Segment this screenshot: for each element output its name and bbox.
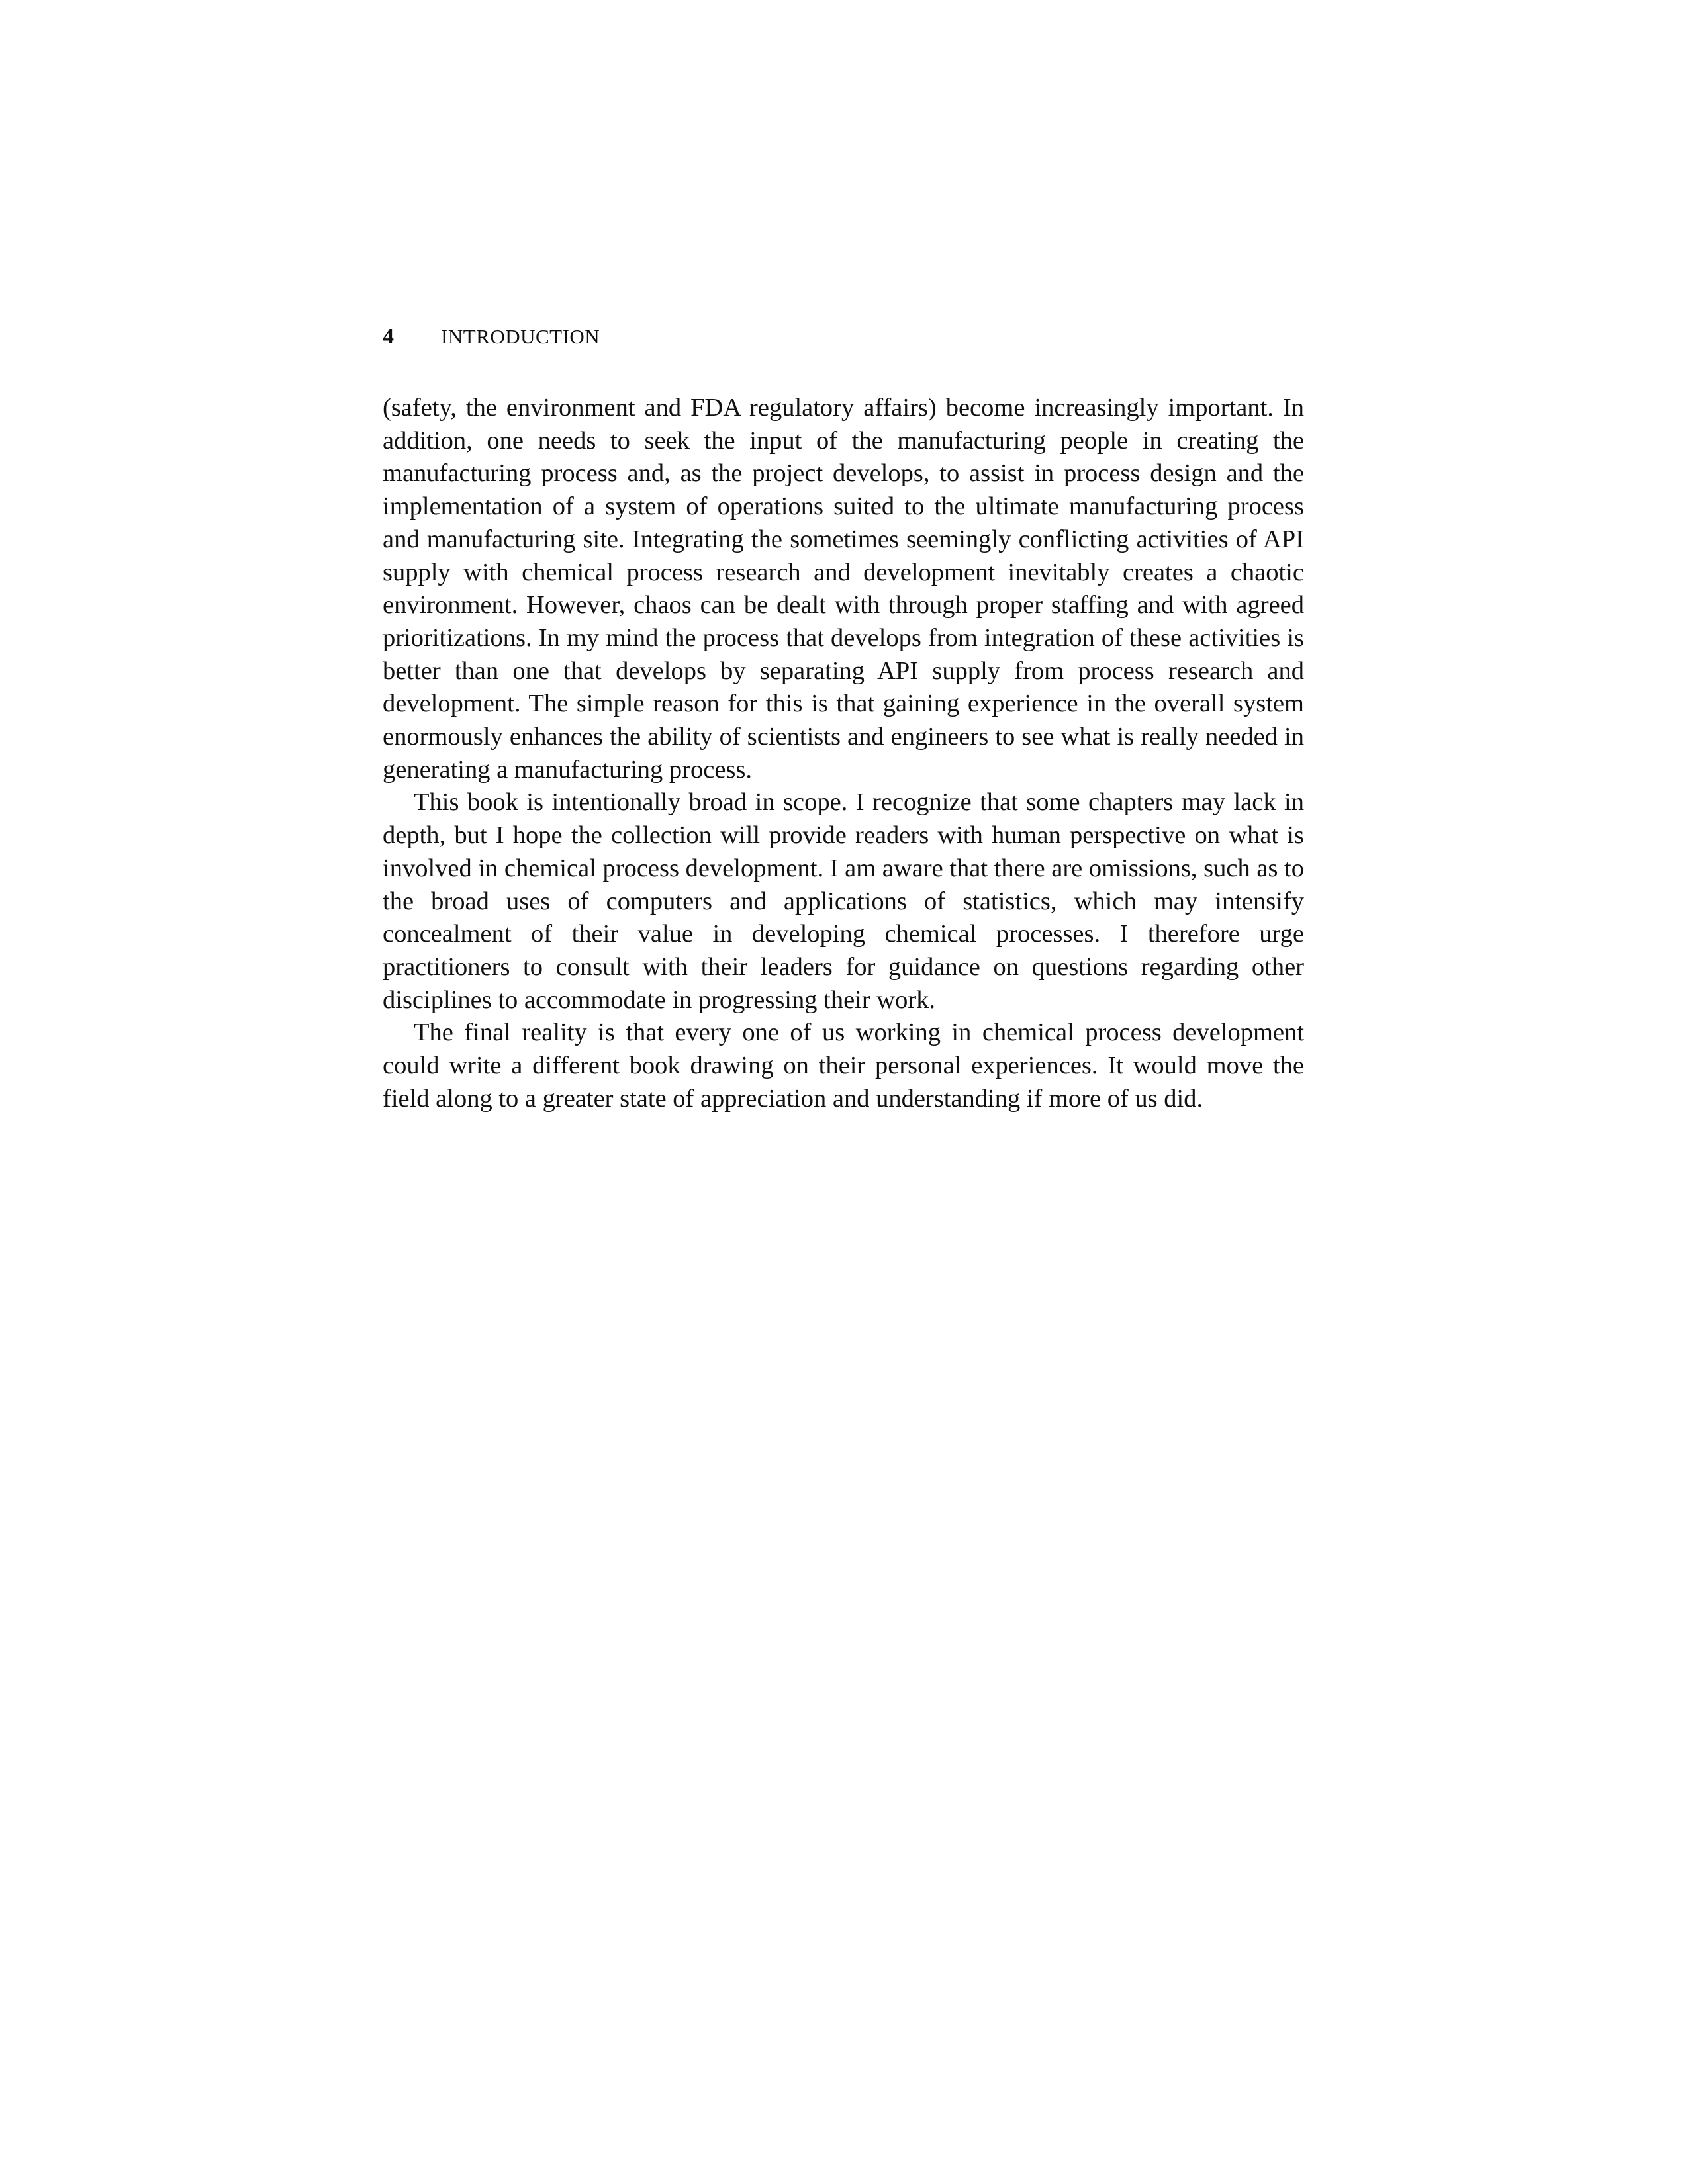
page-number: 4: [383, 324, 394, 349]
paragraph-final-reality: The final reality is that every one of us working in chemical process development could write a different book drawing on their personal experiences. It would move the field along to a greater state of appreciation and understanding if more of us did.: [383, 1019, 1304, 1113]
running-head: [383, 324, 1304, 364]
section-title: INTRODUCTION: [441, 325, 600, 348]
text-block: [383, 324, 1304, 1115]
paragraph-continued: (safety, the environment and FDA regulatory affairs) become increasingly important. In addition, one needs to seek the input of the manufacturing people in creating the manufacturing process and, as the project develops, to assist in process design and the implementation of a system of operations suited to the ultimate manufacturing process and manufacturing site. Integrating the sometimes seemingly conflicting activities of API supply with chemical process research and development inevitably creates a chaotic environment. However, chaos can be dealt with through proper staffing and with agreed prioritizations. In my mind the process that develops from integration of these activities is better than one that develops by separating API supply from process research and development. The simple reason for this is that gaining experience in the overall system enormously enhances the ability of scientists and engineers to see what is really needed in generating a manufacturing process.: [383, 394, 1304, 784]
paragraph-scope: This book is intentionally broad in scope. I recognize that some chapters may lack in depth, but I hope the collection will provide readers with human perspective on what is involved in chemical process development. I am aware that there are omissions, such as to the broad uses of computers and applications of statistics, which may intensify concealment of their value in developing chemical processes. I therefore urge practitioners to consult with their leaders for guidance on questions regarding other disciplines to accommodate in progressing their work.: [383, 788, 1304, 1014]
